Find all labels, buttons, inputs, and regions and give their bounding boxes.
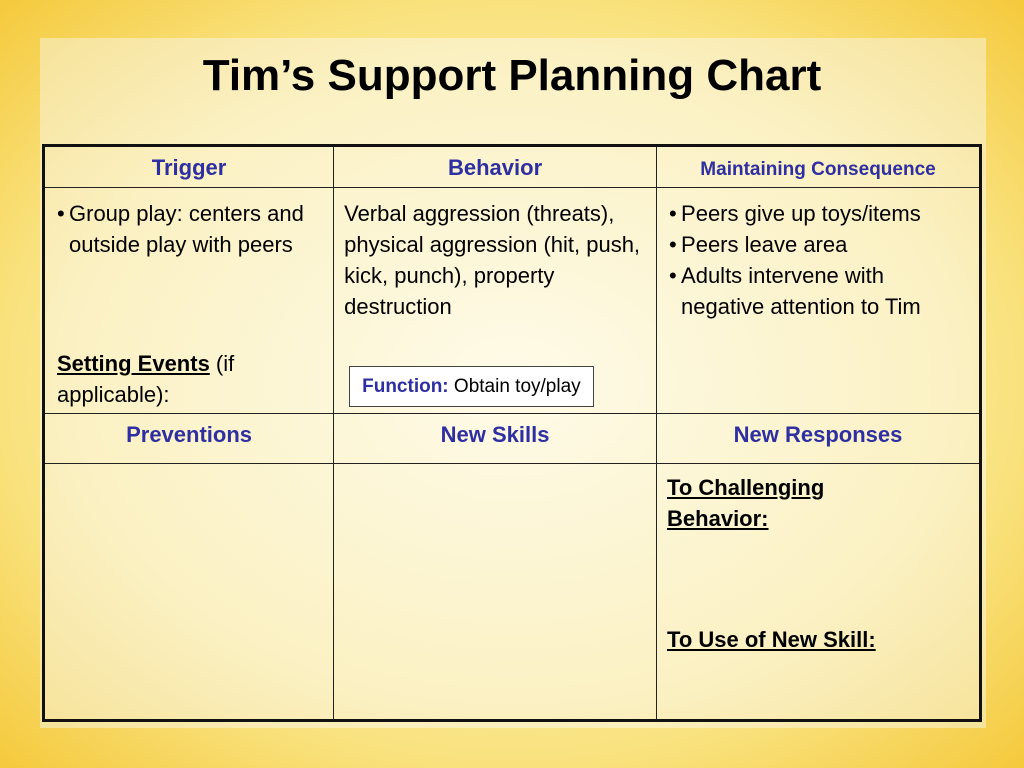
behavior-cell [334,188,657,414]
header-behavior: Behavior [334,146,657,188]
function-value: Obtain toy/play [448,376,581,397]
preventions-cell [44,464,334,721]
new-responses-cell [657,464,981,721]
function-box [349,366,594,407]
content-row-bottom [44,464,981,721]
header-maintaining-consequence: Maintaining Consequence [657,146,981,188]
header-new-skills: New Skills [334,414,657,464]
behavior-description: Verbal aggression (threats), physical aggression (hit, push, kick, punch), property destruction [344,201,641,319]
consequence-item: • Peers give up toys/items [669,198,971,229]
trigger-list [45,188,333,260]
header-trigger: Trigger [44,146,334,188]
header-new-responses: New Responses [657,414,981,464]
to-challenging-behavior: To Challenging Behavior: [667,475,825,531]
consequence-item: • Peers leave area [669,229,971,260]
consequence-item: • Adults intervene with negative attention to Tim [669,260,971,322]
header-preventions: Preventions [44,414,334,464]
new-skills-cell [334,464,657,721]
consequence-list [657,188,979,322]
trigger-cell [44,188,334,414]
setting-events-rest: (if applicable): [57,351,235,407]
header-row-top [44,146,981,188]
support-planning-table [42,144,982,722]
trigger-item: • Group play: centers and outside play with peers [57,198,325,260]
page-title: Tim’s Support Planning Chart [202,51,822,100]
setting-events [55,348,297,410]
consequence-cell [657,188,981,414]
header-row-bottom [44,414,981,464]
function-label: Function: [362,376,449,397]
to-use-of-new-skill: To Use of New Skill: [667,627,876,652]
setting-events-label: Setting Events [57,351,210,376]
content-row-top [44,188,981,414]
